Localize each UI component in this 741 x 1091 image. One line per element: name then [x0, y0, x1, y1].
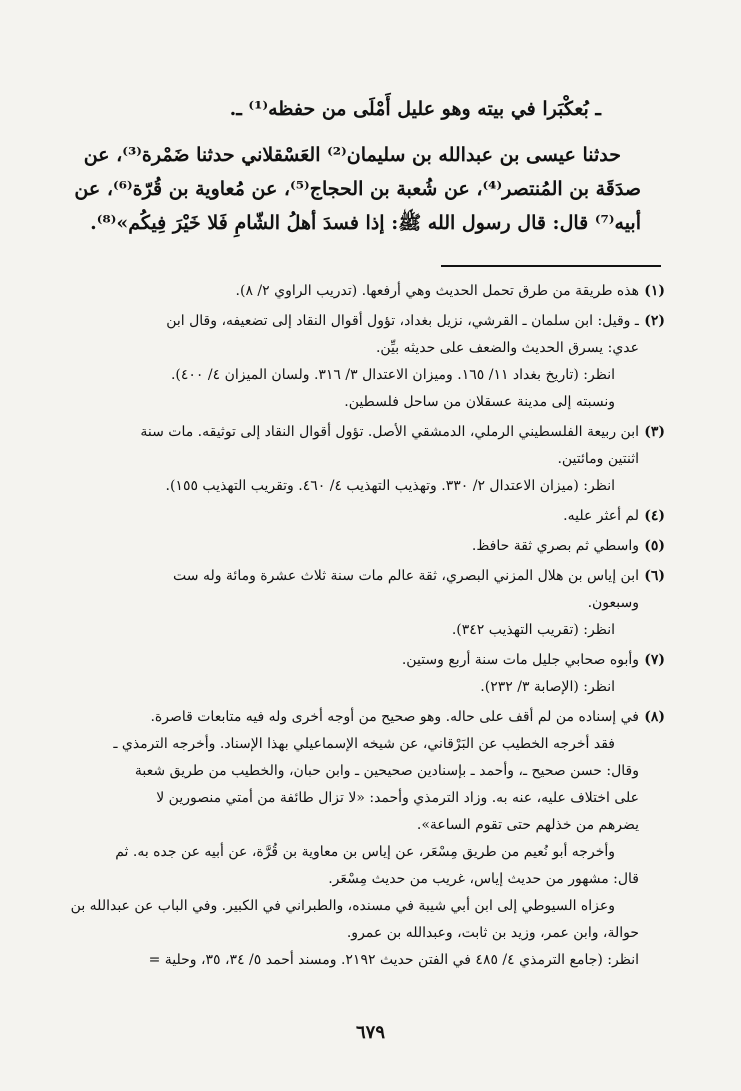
- footnote-7: [96, 647, 665, 701]
- footnote-ref-line: وأخرجه أبو نُعيم من طريق مِسْعَر، عن إياس بن معاوية بن قُرَّة، عن أبيه عن جده به. ثم: [115, 844, 615, 860]
- main-text: [74, 92, 641, 240]
- footnote-8: [70, 704, 665, 974]
- footnote-number: (٧): [644, 652, 665, 668]
- footnote-number: (٥): [644, 538, 665, 554]
- footnote-ref-line: حوالة، وابن عمر، وزيد بن ثابت، وعبدالله بن عمرو.: [346, 925, 639, 941]
- footnote-ref-line: انظر: (تقريب التهذيب ٣٤٢).: [451, 622, 615, 638]
- footnote-separator: [441, 265, 661, 267]
- footnote-ref-line: يضرهم من خذلهم حتى تقوم الساعة».: [416, 817, 639, 833]
- main-line-1: ـ بُعكْبَرا في بيته وهو عليل أَمْلَى من حفظه⁽¹⁾ ـ.: [229, 98, 601, 120]
- footnote-line: ابن ربيعة الفلسطيني الرملي، الدمشقي الأصل. تؤول أقوال النقاد إلى توثيقه. مات سنة: [140, 424, 639, 440]
- footnote-number: (١): [644, 283, 665, 299]
- footnote-line: في إسناده من لم أقف على حاله. وهو صحيح من أوجه أخرى وله فيه متابعات قاصرة.: [150, 709, 639, 725]
- footnote-4: [96, 503, 665, 530]
- footnote-line: ـ وقيل: ابن سلمان ـ القرشي، نزيل بغداد، تؤول أقوال النقاد إلى تضعيفه، وقال ابن: [166, 313, 639, 329]
- footnote-ref-line: فقد أخرجه الخطيب عن البَرْقاني، عن شيخه الإسماعيلي بهذا الإسناد. وأخرجه الترمذي ـ: [113, 736, 615, 752]
- footnote-2: [96, 308, 665, 416]
- footnotes: [70, 278, 665, 977]
- footnote-line: وسبعون.: [587, 595, 639, 611]
- footnote-ref-line: انظر: (الإصابة ٣/ ٢٣٢).: [480, 679, 615, 695]
- footnote-ref-line: وعزاه السيوطي إلى ابن أبي شيبة في مسنده، والطبراني في الكبير. وفي الباب عن عبدالله بن: [70, 898, 615, 914]
- main-line-3: صدَقَة بن المُنتصر⁽⁴⁾، عن شُعبة بن الحجاج⁽⁵⁾، عن مُعاوية بن قُرّة⁽⁶⁾، عن: [74, 178, 641, 200]
- footnote-5: [96, 533, 665, 560]
- footnote-line: هذه طريقة من طرق تحمل الحديث وهي أرفعها. (تدريب الراوي ٢/ ٨).: [235, 283, 639, 299]
- footnote-number: (٨): [644, 709, 665, 725]
- footnote-number: (٤): [644, 508, 665, 524]
- main-line-4: أبيه⁽⁷⁾ قال: قال رسول الله ﷺ: إذا فسدَ أهلُ الشّامِ فَلا خَيْرَ فِيكُم»⁽⁸⁾.: [90, 212, 641, 234]
- footnote-line: وأبوه صحابي جليل مات سنة أربع وستين.: [401, 652, 639, 668]
- footnote-ref-line: وقال: حسن صحيح ـ، وأحمد ـ بإسنادين صحيحين ـ وابن حبان، والخطيب من طريق شعبة: [134, 763, 639, 779]
- footnote-ref-line: قال: مشهور من حديث إياس، غريب من حديث مِسْعَر.: [328, 871, 639, 887]
- footnote-1: [96, 278, 665, 305]
- page-number: ٦٧٩: [355, 1022, 385, 1043]
- footnote-line: ابن إياس بن هلال المزني البصري، ثقة عالم مات سنة ثلاث عشرة ومائة وله ست: [173, 568, 639, 584]
- footnote-ref-line: ونسبته إلى مدينة عسقلان من ساحل فلسطين.: [344, 394, 615, 410]
- footnote-ref-line: انظر: (ميزان الاعتدال ٢/ ٣٣٠. وتهذيب التهذيب ٤/ ٤٦٠. وتقريب التهذيب ١٥٥).: [165, 478, 615, 494]
- footnote-ref-line: انظر: (تاريخ بغداد ١١/ ١٦٥. وميزان الاعتدال ٣/ ٣١٦. ولسان الميزان ٤/ ٤٠٠).: [170, 367, 615, 383]
- footnote-line: اثنتين ومائتين.: [557, 451, 639, 467]
- footnote-number: (٣): [644, 424, 665, 440]
- footnote-number: (٦): [644, 568, 665, 584]
- footnote-3: [96, 419, 665, 500]
- footnote-6: [96, 563, 665, 644]
- footnote-line: واسطي ثم بصري ثقة حافظ.: [471, 538, 639, 554]
- footnote-number: (٢): [644, 313, 665, 329]
- main-line-2: حدثنا عيسى بن عبدالله بن سليمان⁽²⁾ العَسْقلاني حدثنا ضَمْرة⁽³⁾، عن: [83, 144, 621, 166]
- footnote-line: عدي: يسرق الحديث والضعف على حديثه بيِّن.: [375, 340, 639, 356]
- footnote-ref-line: على اختلاف عليه، عنه به. وزاد الترمذي وأحمد: «لا تزال طائفة من أمتي منصورين لا: [156, 790, 639, 806]
- footnote-line: لم أعثر عليه.: [563, 508, 639, 524]
- footnote-ref-line: انظر: (جامع الترمذي ٤/ ٤٨٥ في الفتن حديث ٢١٩٢. ومسند أحمد ٥/ ٣٤، ٣٥، وحلية =: [148, 952, 639, 968]
